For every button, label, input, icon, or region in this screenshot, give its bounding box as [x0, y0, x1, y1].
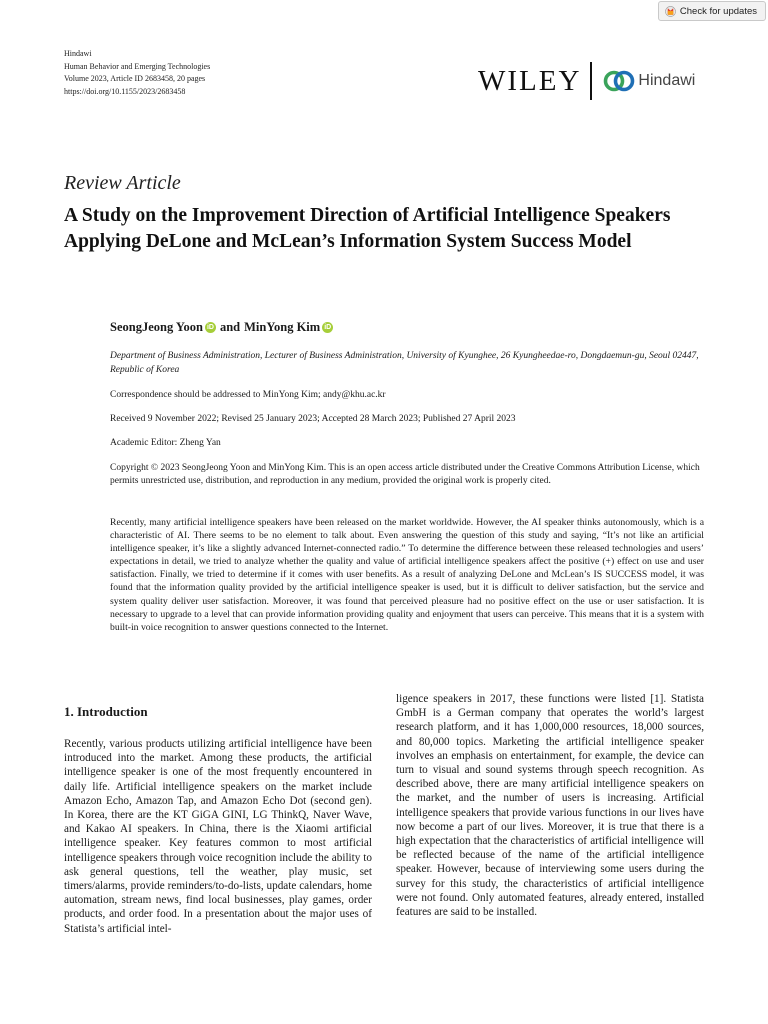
publisher-logo [478, 62, 695, 100]
journal-meta [64, 48, 210, 98]
publication-dates: Received 9 November 2022; Revised 25 January 2023; Accepted 28 March 2023; Published 27 April 2023 [110, 414, 516, 424]
intro-right-column: ligence speakers in 2017, these functions were listed [1]. Statista GmbH is a German company that operates the world’s largest research platform, and it has 1,000,000 resources, 18,000 sources, and 80,000 topics. Marketing the artificial intelligence speaker involves an emphasis on entertainment, for example, the device can turn to visual and sound systems through speech recognition. As described above, there are many artificial intelligence speakers on the market, and the number of users is increasing. Artificial intelligence speakers that provide various functions in our lives have now become a part of our lives. Moreover, it is true that there is a high expectation that the characteristics of artificial intelligence will be reflected because of the name of the artificial intelligence speaker. However, because of interviewing some users during the survey for this study, the characteristics of artificial intelligence were not found. Only automated features, already entered, installed features are said to be installed. [396, 693, 704, 919]
hindawi-logo-text: Hindawi [638, 72, 696, 89]
article-type: Review Article [64, 172, 181, 194]
author-list [110, 320, 337, 335]
orcid-icon[interactable]: iD [206, 324, 214, 331]
copyright-notice: Copyright © 2023 SeongJeong Yoon and MinYong Kim. This is an open access article distributed under the Creative Commons Attribution License, which permits unrestricted use, distribution, and reproduction in any medium, provided the original work is properly cited. [110, 463, 700, 486]
affiliation: Department of Business Administration, Lecturer of Business Administration, University of Kyunghee, 26 Kyungheedae-ro, Dongdaemun-gu, Seoul 02447, Republic of Korea [110, 351, 699, 375]
correspondence: Correspondence should be addressed to MinYong Kim; andy@khu.ac.kr [110, 390, 386, 400]
hindawi-rings-icon [603, 70, 635, 92]
article-title: A Study on the Improvement Direction of Artificial Intelligence Speakers Applying DeLone and McLean’s Information System Success Model [64, 205, 671, 252]
publisher-name: Hindawi [64, 49, 92, 58]
journal-name: Human Behavior and Emerging Technologies [64, 61, 211, 71]
author-name[interactable]: SeongJeong Yoon [110, 320, 203, 334]
logo-divider [590, 62, 592, 100]
section-heading: 1. Introduction [64, 704, 148, 719]
academic-editor: Academic Editor: Zheng Yan [110, 438, 221, 448]
orcid-icon[interactable]: iD [324, 324, 332, 331]
wiley-logo: WILEY [478, 64, 582, 97]
abstract: Recently, many artificial intelligence speakers have been released on the market worldwide. However, the AI speaker thinks autonomously, which is a characteristic of AI. There seems to be no element to talk about. Even answering the question of this study and saying, “It’s not like an artificial intelligence speaker, it’s like a slightly advanced Internet-connected radio.” To determine the difference between these released technologies and users’ expectations in detail, we tried to analyze whether the quality and value of artificial intelligence speakers affect the positive (+) effect on use and user satisfaction. Finally, we tried to determine if it comes with user benefits. As a result of analyzing DeLone and McLean’s IS SUCCESS model, it was found that the information quality provided by the artificial intelligence speaker is used, but it is difficult to deliver satisfaction, but the service and system quality deliver user satisfaction. Moreover, it was found that perceived pleasure had no positive effect on the use or user satisfaction. It is necessary to upgrade to a level that can provide information providing quality and enjoyment that users can perceive. This means that it is a system with built-in voice recognition to answer questions connected to the Internet. [110, 517, 704, 633]
doi-link[interactable]: https://doi.org/10.1155/2023/2683458 [64, 86, 186, 96]
author-conjunction: and [219, 320, 241, 334]
check-updates-icon [665, 6, 676, 17]
intro-left-column: Recently, various products utilizing artificial intelligence have been introduced into the market. Among these products, the artificial intelligence speaker is one of the most frequently encountered in daily life. Artificial intelligence speakers on the market include Amazon Echo, Amazon Tap, and Amazon Echo Dot (second gen). In Korea, there are the KT GiGA GINI, LG ThinkQ, Naver Wave, and Kakao AI speakers. In China, there is the Xiaomi artificial intelligence speaker. Key features common to most artificial intelligence speakers through voice recognition include the ability to ask general questions, tell the weather, play music, set timers/alarms, provide reminders/to-do-lists, update calendars, home automation, stream news, find local businesses, play games, order products, and order food. In a presentation about the major uses of Statista’s artificial intel- [64, 738, 372, 935]
check-updates-label: Check for updates [679, 5, 757, 17]
author-name[interactable]: MinYong Kim [244, 320, 321, 334]
check-for-updates-button[interactable] [658, 1, 766, 21]
volume-line: Volume 2023, Article ID 2683458, 20 pages [64, 74, 206, 83]
